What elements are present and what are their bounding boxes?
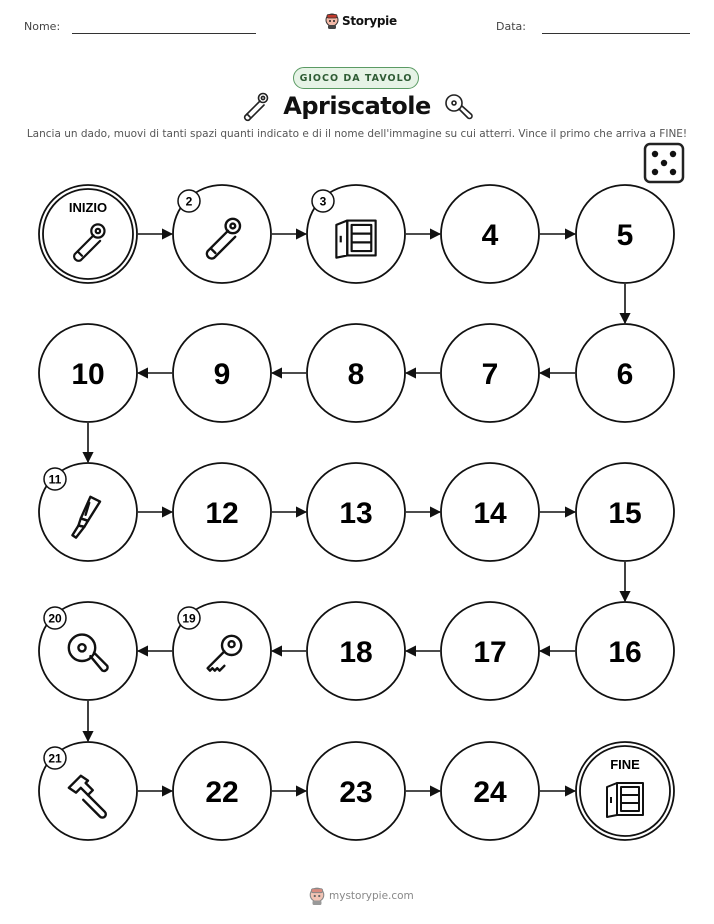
space-number: 10 <box>71 358 105 391</box>
space-label: FINE <box>610 757 640 772</box>
space-number: 24 <box>473 776 507 809</box>
space-number: 11 <box>48 472 62 487</box>
space-number: 21 <box>48 751 62 766</box>
board-space-7[interactable] <box>441 324 539 422</box>
board-space-19[interactable] <box>173 602 271 700</box>
space-number: 16 <box>608 636 642 669</box>
board-space-3[interactable] <box>307 185 405 283</box>
board-space-fine[interactable] <box>576 742 674 840</box>
space-number: 15 <box>608 497 642 530</box>
board-space-9[interactable] <box>173 324 271 422</box>
board-space-11[interactable] <box>39 463 137 561</box>
footer <box>309 887 414 905</box>
space-number: 14 <box>473 497 507 530</box>
board-space-23[interactable] <box>307 742 405 840</box>
board-space-13[interactable] <box>307 463 405 561</box>
board-space-4[interactable] <box>441 185 539 283</box>
space-number: 2 <box>185 194 193 209</box>
board-space-10[interactable] <box>39 324 137 422</box>
board-space-22[interactable] <box>173 742 271 840</box>
board-space-6[interactable] <box>576 324 674 422</box>
space-number: 20 <box>48 611 62 626</box>
board-space-8[interactable] <box>307 324 405 422</box>
board-space-18[interactable] <box>307 602 405 700</box>
space-number: 22 <box>205 776 239 809</box>
space-number: 5 <box>616 219 634 252</box>
date-label: Data: <box>496 20 526 33</box>
space-number: 6 <box>616 358 634 391</box>
footer-url: mystorypie.com <box>329 890 414 902</box>
space-number: 19 <box>182 611 196 626</box>
space-label: INIZIO <box>68 200 108 215</box>
space-number: 13 <box>339 497 373 530</box>
instructions-text: Lancia un dado, muovi di tanti spazi quanti indicato e di il nome dell'immagine su cui atterri. Vince il primo che arriva a FINE! <box>26 128 688 140</box>
board-space-5[interactable] <box>576 185 674 283</box>
space-number: 23 <box>339 776 373 809</box>
board-space-24[interactable] <box>441 742 539 840</box>
board-space-inizio[interactable] <box>39 185 137 283</box>
board-space-20[interactable] <box>39 602 137 700</box>
space-number: 9 <box>213 358 231 391</box>
board-space-2[interactable] <box>173 185 271 283</box>
space-number: 18 <box>339 636 373 669</box>
space-number: 3 <box>319 194 327 209</box>
board-space-16[interactable] <box>576 602 674 700</box>
space-number: 12 <box>205 497 239 530</box>
board-space-21[interactable] <box>39 742 137 840</box>
board-space-17[interactable] <box>441 602 539 700</box>
name-label: Nome: <box>24 20 61 33</box>
storypie-mascot-icon <box>309 887 325 905</box>
space-number: 7 <box>481 358 499 391</box>
board-space-15[interactable] <box>576 463 674 561</box>
space-number: 17 <box>473 636 507 669</box>
space-number: 4 <box>481 219 499 252</box>
space-number: 8 <box>347 358 365 391</box>
board-space-14[interactable] <box>441 463 539 561</box>
game-type-badge: GIOCO DA TAVOLO <box>293 67 419 89</box>
board-space-12[interactable] <box>173 463 271 561</box>
brand-name: Storypie <box>342 14 397 28</box>
page-title: Apriscatole <box>283 92 431 120</box>
